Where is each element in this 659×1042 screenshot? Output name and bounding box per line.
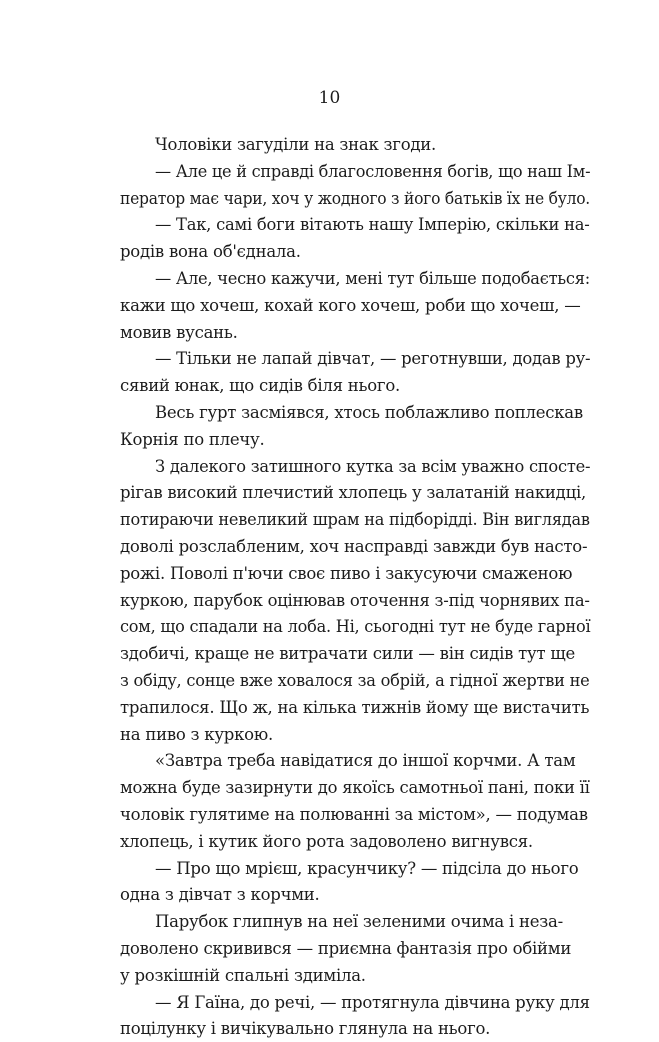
text-line: сом, що спадали на лоба. Ні, сьогодні тут не буде гарної <box>120 617 591 637</box>
text-line: Весь гурт засміявся, хтось поблажливо поплескав <box>155 403 583 422</box>
text-line: родів вона об'єднала. <box>120 242 301 262</box>
text-line: з обіду, сонце вже ховалося за обрій, а гідної жертви не <box>120 671 590 690</box>
text-line: доволено скривився — приємна фантазія про обійми <box>120 939 572 958</box>
text-line: мовив вусань. <box>120 322 238 342</box>
page-number: 10 <box>318 88 341 108</box>
text-line: — Так, самі боги вітають нашу Імперію, скільки на- <box>155 215 590 235</box>
text-line: потираючи невеликий шрам на підборідді. Він виглядав <box>120 510 590 530</box>
text-line: Корнія по плечу. <box>120 429 265 449</box>
text-line: Чоловіки загуділи на знак згоди. <box>155 135 437 154</box>
text-line: здобичі, краще не витрачати сили — він сидів тут ще <box>120 644 575 664</box>
text-line: ператор має чари, хоч у жодного з його батьків їх не було. <box>120 188 590 208</box>
text-line: хлопець, і кутик його рота задоволено вигнувся. <box>120 831 533 851</box>
text-line: З далекого затишного кутка за всім уважно спосте- <box>155 456 591 476</box>
text-line: рігав високий плечистий хлопець у залатаній накидці, <box>120 483 586 503</box>
text-line: — Але це й справді благословення богів, що наш Ім- <box>155 161 591 181</box>
text-line: — Тільки не лапай дівчат, — реготнувши, додав ру- <box>155 349 591 369</box>
text-line: на пиво з куркою. <box>120 724 273 744</box>
text-line: Парубок глипнув на неї зеленими очима і неза- <box>155 912 563 932</box>
text-line: поцілунку і вичікувально глянула на нього. <box>120 1019 491 1039</box>
text-line: рожі. Поволі п'ючи своє пиво і закусуючи смаженою <box>120 563 573 583</box>
text-line: трапилося. Що ж, на кілька тижнів йому ще вистачить <box>120 697 590 717</box>
text-line: — Про що мрієш, красунчику? — підсіла до нього <box>155 858 579 878</box>
text-line: «Завтра треба навідатися до іншої корчми. А там <box>155 751 576 771</box>
text-line: — Я Гаїна, до речі, — протягнула дівчина руку для <box>155 992 590 1012</box>
text-line: можна буде зазирнути до якоїсь самотньої пані, поки її <box>120 778 590 798</box>
text-line: одна з дівчат з корчми. <box>120 885 320 905</box>
text-line: куркою, парубок оцінював оточення з-під чорнявих па- <box>120 590 590 610</box>
text-line: у розкішній спальні здиміла. <box>120 965 366 985</box>
text-line: чоловік гулятиме на полюванні за містом», — подумав <box>120 805 588 824</box>
text-line: кажи що хочеш, кохай кого хочеш, роби що хочеш, — <box>120 295 581 315</box>
text-line: сявий юнак, що сидів біля нього. <box>120 376 400 396</box>
text-line: — Але, чесно кажучи, мені тут більше подобається: <box>155 269 590 288</box>
text-line: доволі розслабленим, хоч насправді завжди був насто- <box>120 537 588 556</box>
